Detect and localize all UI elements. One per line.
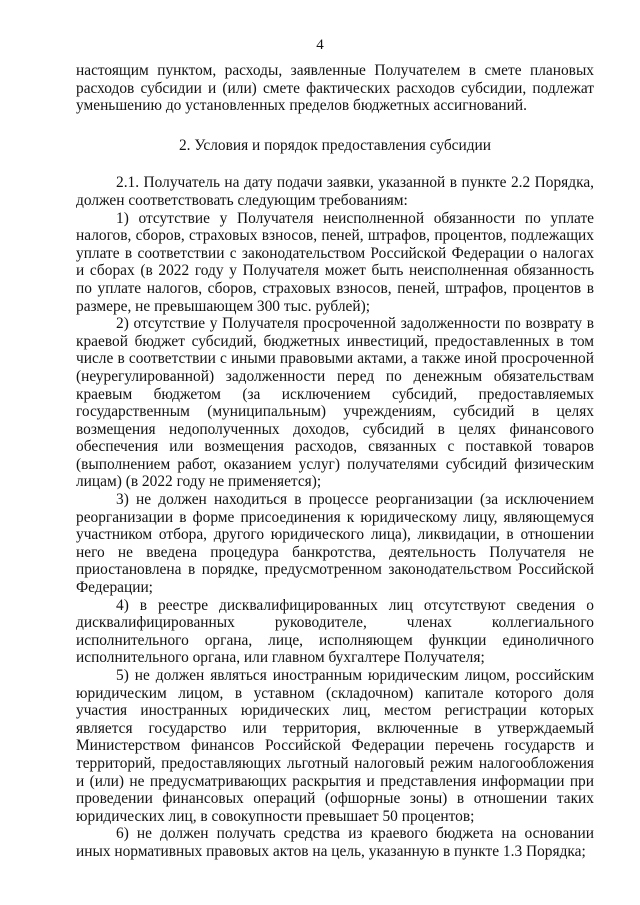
requirement-4: 4) в реестре дисквалифицированных лиц отсутствуют сведения о дисквалифицированных руководителе, членах коллегиального исполнительного органа, лице, исполняющем функции единоличного исполнительного органа, или главном бухгалтере Получателя; [76,596,594,667]
requirement-2: 2) отсутствие у Получателя просроченной задолженности по возврату в краевой бюджет субсидий, бюджетных инвестиций, предоставленных в том числе в соответствии с иными правовыми актами, а также иной просроченной (неурегулированной) задолженности перед по денежным обязательствам краевым бюджетом (за исключением субсидий, предоставляемых государственным (муниципальным) учреждениям, субсидий в целях возмещения недополученных доходов, субсидий в целях финансового обеспечения или возмещения расходов, связанных с поставкой товаров (выполнением работ, оказанием услуг) получателями субсидий физическим лицам) (в 2022 году не применяется); [76,315,594,491]
requirement-6: 6) не должен получать средства из краевого бюджета на основании иных нормативных правовых актов на цель, указанную в пункте 1.3 Порядка; [76,825,594,860]
page-number: 4 [316,37,324,53]
document-body [76,62,594,861]
requirement-3: 3) не должен находиться в процессе реорганизации (за исключением реорганизации в форме присоединения к юридическому лицу, являющемуся участником отбора, другого юридического лица), ликвидации, в отношении него не введена процедура банкротства, деятельность Получателя не приостановлена в порядке, предусмотренном законодательством Российской Федерации; [76,491,594,597]
paragraph-continuation: настоящим пунктом, расходы, заявленные Получателем в смете плановых расходов субсидии и (или) смете фактических расходов субсидии, подлежат уменьшению до установленных пределов бюджетных ассигнований. [76,62,594,115]
requirement-5: 5) не должен являться иностранным юридическим лицом, российским юридическим лицом, в уставном (складочном) капитале которого доля участия иностранных юридических лиц, местом регистрации которых является государство или территория, включенные в утверждаемый Министерством финансов Российской Федерации перечень государств и территорий, предоставляющих льготный налоговый режим налогообложения и (или) не предусматривающих раскрытия и представления информации при проведении финансовых операций (офшорные зоны) в отношении таких юридических лиц, в совокупности превышает 50 процентов; [76,667,594,825]
requirement-1: 1) отсутствие у Получателя неисполненной обязанности по уплате налогов, сборов, страховых взносов, пеней, штрафов, процентов, подлежащих уплате в соответствии с законодательством Российской Федерации о налогах и сборах (в 2022 году у Получателя может быть неисполненная обязанность по уплате налогов, сборов, страховых взносов, пеней, штрафов, процентов в размере, не превышающем 300 тыс. рублей); [76,209,594,315]
paragraph-2-1: 2.1. Получатель на дату подачи заявки, указанной в пункте 2.2 Порядка, должен соответствовать следующим требованиям: [76,174,594,209]
section-heading: 2. Условия и порядок предоставления субсидии [178,136,492,154]
